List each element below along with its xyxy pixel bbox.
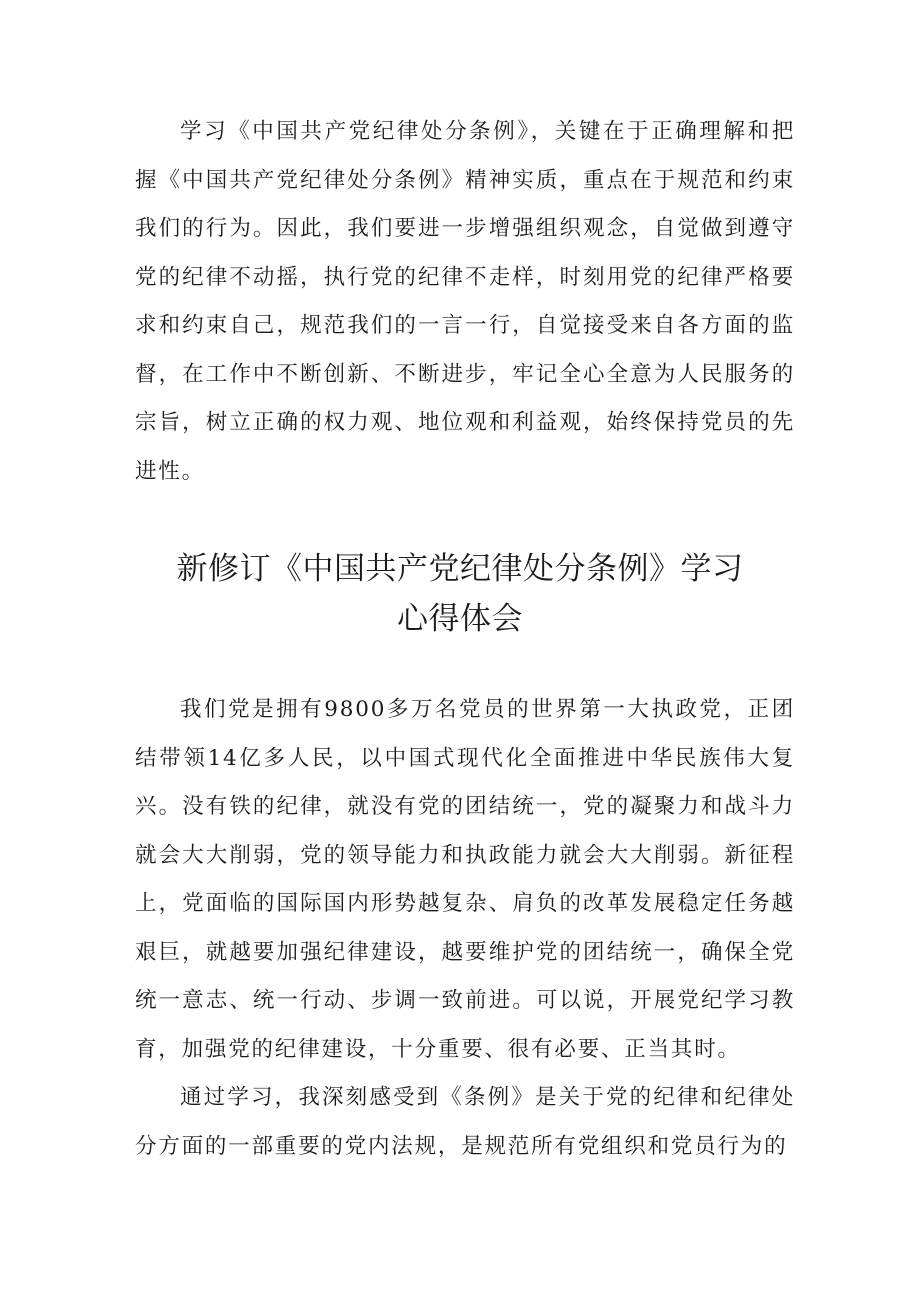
paragraph-party-discipline: 我们党是拥有9800多万名党员的世界第一大执政党，正团结带领14亿多人民，以中国式现代化全面推进中华民族伟大复兴。没有铁的纪律，就没有党的团结统一，党的凝聚力和战斗力就会大大削弱，党的领导能力和执政能力就会大大削弱。新征程上，党面临的国际国内形势越复杂、肩负的改革发展稳定任务越艰巨，就越要加强纪律建设，越要维护党的团结统一，确保全党统一意志、统一行动、步调一致前进。可以说，开展党纪学习教育，加强党的纪律建设，十分重要、很有必要、正当其时。: [135, 697, 795, 1062]
section-title-line-1: 新修订《中国共产党纪律处分条例》学习: [176, 551, 744, 587]
section-title-line-2: 心得体会: [397, 601, 523, 637]
paragraph-learning-reflection: 通过学习，我深刻感受到《条例》是关于党的纪律和纪律处分方面的一部重要的党内法规，是规范所有党组织和党员行为的: [135, 1085, 795, 1159]
paragraph-study-regulations: 学习《中国共产党纪律处分条例》，关键在于正确理解和把握《中国共产党纪律处分条例》精神实质，重点在于规范和约束我们的行为。因此，我们要进一步增强组织观念，自觉做到遵守党的纪律不动摇，执行党的纪律不走样，时刻用党的纪律严格要求和约束自己，规范我们的一言一行，自觉接受来自各方面的监督，在工作中不断创新、不断进步，牢记全心全意为人民服务的宗旨，树立正确的权力观、地位观和利益观，始终保持党员的先进性。: [135, 119, 795, 484]
section-title: [100, 544, 820, 644]
